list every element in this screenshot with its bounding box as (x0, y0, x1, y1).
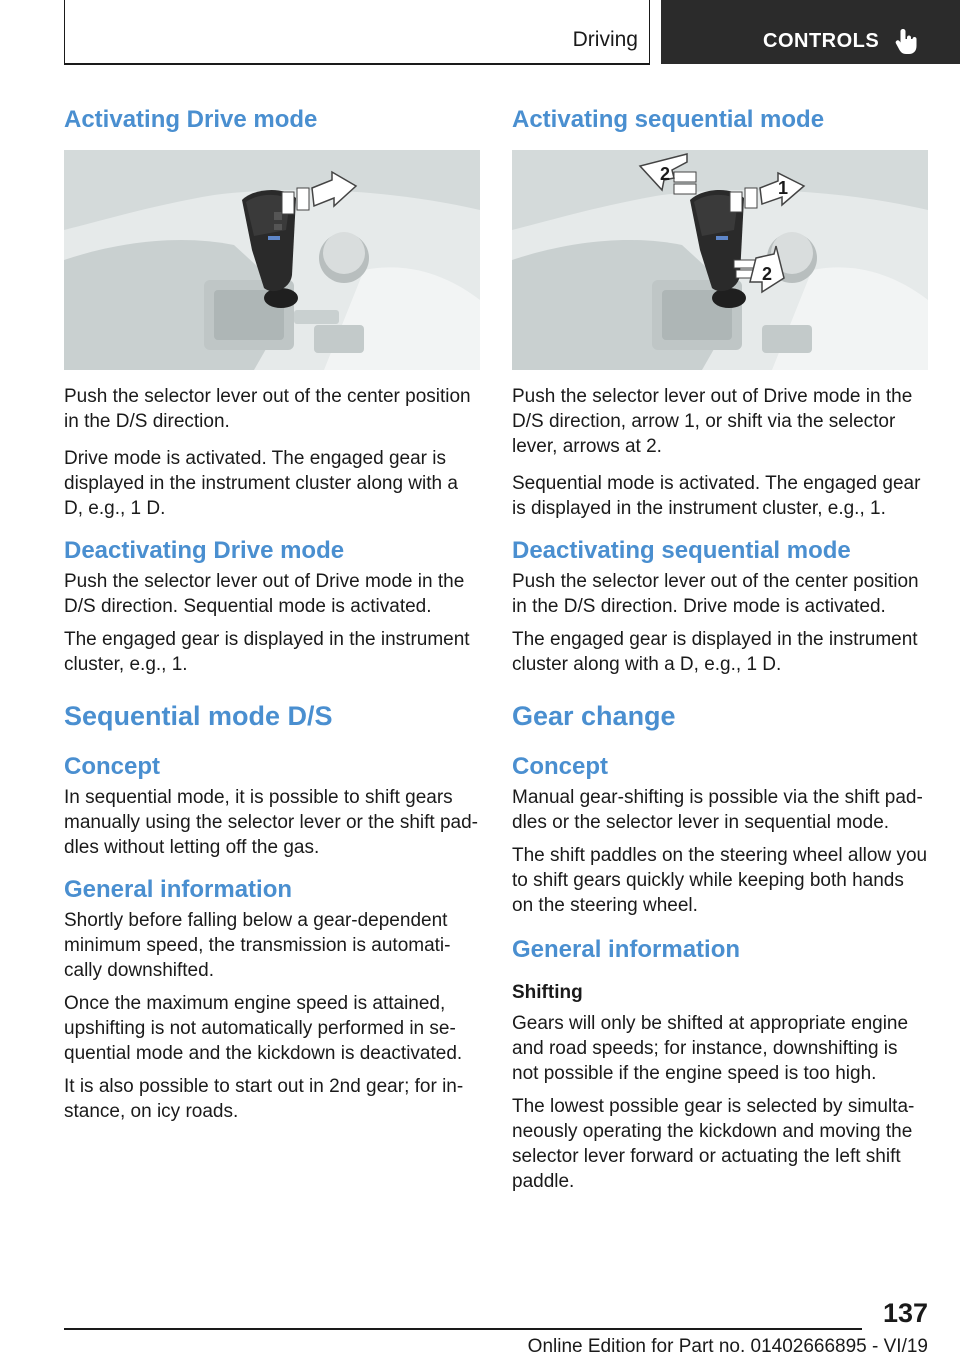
chapter-tab (661, 0, 960, 64)
header-rule-left (64, 0, 65, 64)
subheading-shifting: Shifting (512, 982, 583, 1003)
heading-general-information: General information (512, 936, 741, 963)
header-rule-bottom (64, 63, 650, 65)
heading-activating-drive-mode: Activating Drive mode (64, 106, 318, 133)
paragraph: The engaged gear is displayed in the instrument cluster, e.g., 1. (64, 629, 470, 675)
chapter-label: CONTROLS (763, 30, 880, 52)
paragraph: Drive mode is activated. The engaged gear is displayed in the instrument cluster along with a D, e.g., 1 D. (64, 448, 458, 519)
paragraph: Sequential mode is activated. The engaged gear is displayed in the instrument cluster, e.g., 1. (512, 473, 921, 519)
paragraph: The lowest possible gear is selected by simulta‐neously operating the kickdown and moving the selector lever forward or actuating the left shift paddle. (512, 1096, 915, 1192)
heading-general-information: General information (64, 876, 293, 903)
paragraph: The engaged gear is displayed in the instrument cluster along with a D, e.g., 1 D. (512, 629, 918, 675)
paragraph: Manual gear-shifting is possible via the shift pad‐dles or the selector lever in sequential mode. (512, 787, 923, 833)
heading-deactivating-drive-mode: Deactivating Drive mode (64, 537, 345, 564)
right-column (512, 100, 928, 1194)
heading-sequential-mode: Sequential mode D/S (64, 701, 333, 731)
paragraph: Gears will only be shifted at appropriate engine and road speeds; for instance, downshifting is not possible if the engine speed is too high. (512, 1013, 909, 1084)
illustration-drive-mode-selector-lever (64, 150, 480, 370)
arrow-2-lower-label: 2 (762, 264, 773, 284)
hand-pointer-icon (894, 27, 920, 55)
header-section-title: Driving (572, 28, 638, 51)
footer-rule (64, 1328, 862, 1330)
header-rule-divider (649, 0, 650, 64)
heading-activating-sequential-mode: Activating sequential mode (512, 106, 825, 133)
footer-edition-text: Online Edition for Part no. 01402666895 - VI/19 (527, 1336, 928, 1357)
heading-gear-change: Gear change (512, 701, 676, 731)
paragraph: Push the selector lever out of the center position in the D/S direction. (64, 386, 471, 432)
paragraph: In sequential mode, it is possible to shift gears manually using the selector lever or the shift pad‐dles without letting off the gas. (64, 787, 478, 858)
paragraph: The shift paddles on the steering wheel allow you to shift gears quickly while keeping both hands on the steering wheel. (512, 845, 928, 916)
paragraph: It is also possible to start out in 2nd gear; for in‐stance, on icy roads. (64, 1076, 464, 1122)
illustration-sequential-mode-selector-lever (512, 150, 928, 370)
left-column (64, 100, 480, 1124)
paragraph: Push the selector lever out of Drive mode in the D/S direction. Sequential mode is activated. (64, 571, 465, 617)
paragraph: Push the selector lever out of the center position in the D/S direction. Drive mode is activated. (512, 571, 919, 617)
heading-concept: Concept (64, 753, 160, 780)
arrow-1-label: 1 (778, 178, 789, 198)
page-number: 137 (882, 1298, 928, 1328)
paragraph: Once the maximum engine speed is attained, upshifting is not automatically performed in se‐quential mode and the kickdown is deactivated. (64, 993, 463, 1064)
arrow-2-upper-label: 2 (660, 164, 671, 184)
heading-deactivating-sequential-mode: Deactivating sequential mode (512, 537, 851, 564)
paragraph: Shortly before falling below a gear-dependent minimum speed, the transmission is automati‐cally downshifted. (64, 910, 451, 981)
paragraph: Push the selector lever out of Drive mode in the D/S direction, arrow 1, or shift via the selector lever, arrows at 2. (512, 386, 913, 457)
heading-concept: Concept (512, 753, 608, 780)
